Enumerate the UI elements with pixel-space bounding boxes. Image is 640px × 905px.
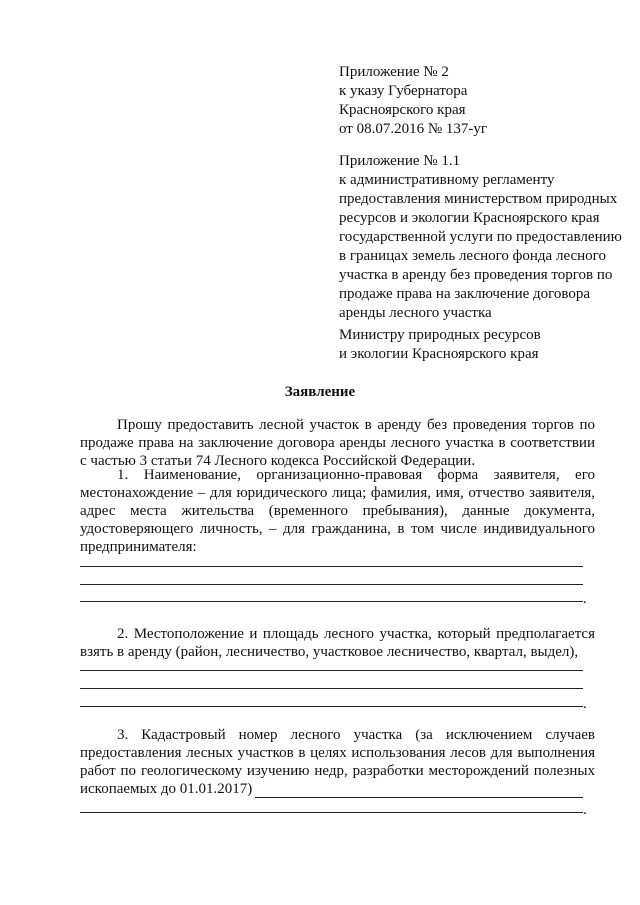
appendix-1-1-line: участка в аренду без проведения торгов по bbox=[339, 267, 613, 283]
item-2-answer-line[interactable] bbox=[80, 670, 583, 671]
item-3-paragraph bbox=[80, 726, 595, 798]
intro-line: Прошу предоставить лесной участок в аренду без проведения торгов по bbox=[117, 417, 595, 433]
item-3-line: работ по геологическому изучению недр, разработки месторождений полезных bbox=[80, 763, 595, 779]
item-2-line: взять в аренду (район, лесничество, участковое лесничество, квартал, выдел), bbox=[80, 644, 579, 660]
appendix-2-line: к указу Губернатора bbox=[339, 83, 468, 99]
item-3-period: . bbox=[583, 802, 587, 818]
appendix-1-1-line: продаже права на заключение договора bbox=[339, 286, 591, 302]
appendix-1-1-line: в границах земель лесного фонда лесного bbox=[339, 248, 606, 264]
appendix-2-header bbox=[339, 63, 609, 139]
item-1-answer-line[interactable] bbox=[80, 601, 583, 602]
appendix-2-line: Приложение № 2 bbox=[339, 64, 449, 80]
item-1-period: . bbox=[583, 591, 587, 607]
appendix-1-1-line: к административному регламенту bbox=[339, 172, 555, 188]
appendix-2-line: Красноярского края bbox=[339, 102, 466, 118]
addressee-line: Министру природных ресурсов bbox=[339, 327, 541, 343]
appendix-1-1-line: Приложение № 1.1 bbox=[339, 153, 461, 169]
item-1-line: предпринимателя: bbox=[80, 539, 197, 555]
appendix-1-1-line: ресурсов и экологии Красноярского края bbox=[339, 210, 600, 226]
appendix-2-line: от 08.07.2016 № 137-уг bbox=[339, 121, 488, 137]
intro-paragraph bbox=[80, 416, 595, 470]
item-1-line: удостоверяющего личность, – для гражданина, в том числе индивидуального bbox=[80, 521, 595, 537]
intro-line: продаже права на заключение договора аренды лесного участка в соответствии bbox=[80, 435, 595, 451]
item-1-line: местонахождение – для юридического лица; фамилия, имя, отчество заявителя, bbox=[80, 485, 595, 501]
item-2-line: 2. Местоположение и площадь лесного участка, который предполагается bbox=[117, 626, 595, 642]
addressee-line: и экологии Красноярского края bbox=[339, 346, 539, 362]
item-2-paragraph bbox=[80, 625, 595, 661]
document-title: Заявление bbox=[284, 384, 356, 400]
appendix-1-1-line: предоставления министерством природных bbox=[339, 191, 618, 207]
item-1-paragraph bbox=[80, 466, 595, 556]
appendix-1-1-header bbox=[339, 152, 622, 323]
item-3-line: ископаемых до 01.01.2017) bbox=[80, 781, 253, 797]
item-3-line: предоставления лесных участков в целях использования лесов для выполнения bbox=[80, 745, 595, 761]
item-3-line: 3. Кадастровый номер лесного участка (за исключением случаев bbox=[117, 727, 595, 743]
item-1-answer-line[interactable] bbox=[80, 566, 583, 567]
item-2-period: . bbox=[583, 696, 587, 712]
addressee-block bbox=[339, 326, 609, 364]
appendix-1-1-line: государственной услуги по предоставлению bbox=[339, 229, 622, 245]
item-3-answer-line[interactable] bbox=[255, 797, 583, 798]
item-2-answer-line[interactable] bbox=[80, 688, 583, 689]
appendix-1-1-line: аренды лесного участка bbox=[339, 305, 492, 321]
item-1-answer-line[interactable] bbox=[80, 584, 583, 585]
item-1-line: адрес места жительства (временного пребывания), данные документа, bbox=[80, 503, 595, 519]
intro-line: с частью 3 статьи 74 Лесного кодекса Российской Федерации. bbox=[80, 453, 476, 469]
item-1-line: 1. Наименование, организационно-правовая форма заявителя, его bbox=[117, 467, 595, 483]
item-2-answer-line[interactable] bbox=[80, 706, 583, 707]
item-3-answer-line[interactable] bbox=[80, 812, 583, 813]
